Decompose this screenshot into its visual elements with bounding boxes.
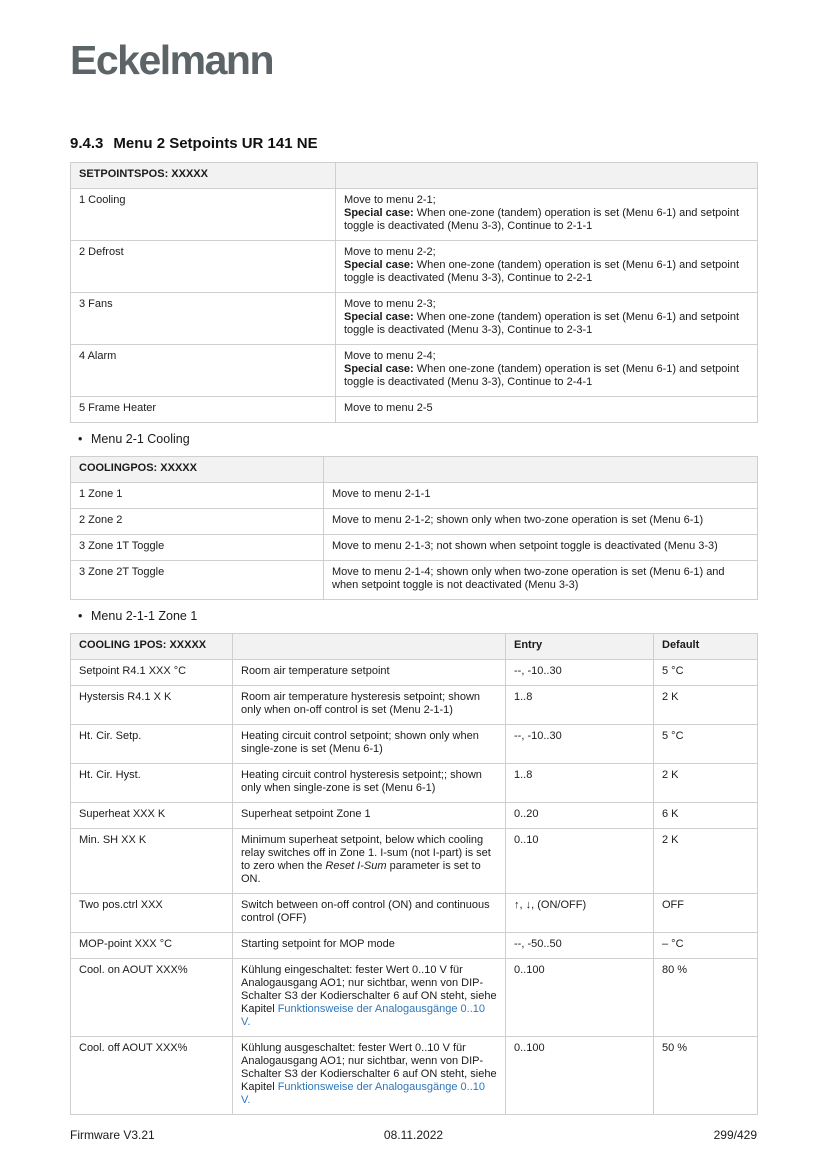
default-cell: 50 % xyxy=(654,1037,758,1115)
row-label-cell: 4 Alarm xyxy=(71,345,336,397)
setpoints-table-header-cell: SETPOINTSPOS: XXXXX xyxy=(71,163,336,189)
param-cell: Hystersis R4.1 X K xyxy=(71,686,233,725)
table-row xyxy=(71,803,758,829)
param-cell: Setpoint R4.1 XXX °C xyxy=(71,660,233,686)
special-case-label: Special case: xyxy=(344,311,414,323)
entry-cell: 0..20 xyxy=(506,803,654,829)
footer-page-number: 299/429 xyxy=(713,1128,757,1142)
param-cell: Min. SH XX K xyxy=(71,829,233,894)
bullet-label: Menu 2-1-1 Zone 1 xyxy=(91,609,198,623)
default-cell: 2 K xyxy=(654,829,758,894)
section-number: 9.4.3 xyxy=(70,135,104,152)
cooling1pos-table-header-row xyxy=(71,634,758,660)
move-text: Move to menu 2-3; xyxy=(344,298,436,310)
table-row xyxy=(71,397,758,423)
param-cell: Superheat XXX K xyxy=(71,803,233,829)
move-text: Move to menu 2-2; xyxy=(344,246,436,258)
desc-cell: Room air temperature setpoint xyxy=(233,660,506,686)
row-label-cell: 3 Zone 1T Toggle xyxy=(71,535,324,561)
coolingpos-table-header-cell: COOLINGPOS: XXXXX xyxy=(71,457,324,483)
bullet-label: Menu 2-1 Cooling xyxy=(91,432,190,446)
default-column-header: Default xyxy=(654,634,758,660)
coolingpos-table xyxy=(70,456,758,600)
table-row xyxy=(71,660,758,686)
row-desc-cell xyxy=(336,397,758,423)
table-row xyxy=(71,933,758,959)
desc-cell: Minimum superheat setpoint, below which cooling relay switches off in Zone 1. I-sum (not I-part) is set to zero when the Reset I-Sum parameter is set to ON. xyxy=(233,829,506,894)
analog-outputs-chapter-link[interactable]: Funktionsweise der Analogausgänge 0..10 V. xyxy=(241,1003,486,1028)
special-case-text: Special case: When one-zone (tandem) operation is set (Menu 6-1) and setpoint toggle is deactivated (Menu 3-3), Continue to 2-2-1 xyxy=(344,259,740,284)
desc-cell: Superheat setpoint Zone 1 xyxy=(233,803,506,829)
desc-cell: Kühlung eingeschaltet: fester Wert 0..10 V für Analogausgang AO1; nur sichtbar, wenn von DIP-Schalter S3 der Kodierschalter 6 auf ON steht, siehe Kapitel Funktionsweise der Analogausgänge 0..10 V. xyxy=(233,959,506,1037)
setpoints-table xyxy=(70,162,758,423)
entry-cell: ↑, ↓, (ON/OFF) xyxy=(506,894,654,933)
table-row xyxy=(71,894,758,933)
entry-cell: --, -10..30 xyxy=(506,725,654,764)
row-label-cell: 3 Fans xyxy=(71,293,336,345)
row-label-cell: 1 Zone 1 xyxy=(71,483,324,509)
desc-cell: Kühlung ausgeschaltet: fester Wert 0..10 V für Analogausgang AO1; nur sichtbar, wenn von DIP-Schalter S3 der Kodierschalter 6 auf ON steht, siehe Kapitel Funktionsweise der Analogausgänge 0..10 V. xyxy=(233,1037,506,1115)
entry-cell: 0..10 xyxy=(506,829,654,894)
desc-cell: Starting setpoint for MOP mode xyxy=(233,933,506,959)
default-cell: 2 K xyxy=(654,764,758,803)
cooling1pos-table-header-cell: COOLING 1POS: XXXXX xyxy=(71,634,233,660)
param-cell: Cool. off AOUT XXX% xyxy=(71,1037,233,1115)
param-cell: Ht. Cir. Setp. xyxy=(71,725,233,764)
coolingpos-table-header-empty-cell xyxy=(324,457,758,483)
menu-2-1-bullet xyxy=(70,432,757,446)
footer-date: 08.11.2022 xyxy=(383,1128,444,1142)
setpoints-table-header-row xyxy=(71,163,758,189)
coolingpos-table-header-row xyxy=(71,457,758,483)
default-cell: 2 K xyxy=(654,686,758,725)
table-row xyxy=(71,189,758,241)
default-cell: 6 K xyxy=(654,803,758,829)
analog-outputs-chapter-link[interactable]: Funktionsweise der Analogausgänge 0..10 V. xyxy=(241,1081,486,1106)
desc-cell: Switch between on-off control (ON) and continuous control (OFF) xyxy=(233,894,506,933)
row-desc-cell: Move to menu 2-1-4; shown only when two-zone operation is set (Menu 6-1) and when setpoint toggle is not deactivated (Menu 3-3) xyxy=(324,561,758,600)
section-heading xyxy=(70,135,757,152)
bullet-marker: • xyxy=(78,609,83,623)
default-cell: – °C xyxy=(654,933,758,959)
special-case-text: Special case: When one-zone (tandem) operation is set (Menu 6-1) and setpoint toggle is deactivated (Menu 3-3), Continue to 2-3-1 xyxy=(344,311,740,336)
table-row xyxy=(71,345,758,397)
entry-column-header: Entry xyxy=(506,634,654,660)
param-cell: Ht. Cir. Hyst. xyxy=(71,764,233,803)
table-row xyxy=(71,725,758,764)
reset-i-sum-italic: Reset I-Sum xyxy=(325,860,387,872)
page-content xyxy=(70,0,757,1115)
move-text: Move to menu 2-4; xyxy=(344,350,436,362)
table-row xyxy=(71,293,758,345)
page-footer xyxy=(70,1128,757,1142)
table-row xyxy=(71,1037,758,1115)
eckelmann-logo: Eckelmann xyxy=(70,37,273,83)
desc-cell: Room air temperature hysteresis setpoint; shown only when on-off control is set (Menu 2-1-1) xyxy=(233,686,506,725)
table-row xyxy=(71,829,758,894)
table-row xyxy=(71,686,758,725)
entry-cell: 1..8 xyxy=(506,686,654,725)
row-desc-cell: Move to menu 2-1-2; shown only when two-zone operation is set (Menu 6-1) xyxy=(324,509,758,535)
row-desc-cell xyxy=(336,293,758,345)
table-row xyxy=(71,561,758,600)
cooling1pos-table-header-empty-cell xyxy=(233,634,506,660)
default-cell: OFF xyxy=(654,894,758,933)
default-cell: 5 °C xyxy=(654,725,758,764)
default-cell: 80 % xyxy=(654,959,758,1037)
special-case-text: Special case: When one-zone (tandem) operation is set (Menu 6-1) and setpoint toggle is deactivated (Menu 3-3), Continue to 2-1-1 xyxy=(344,207,740,232)
move-text: Move to menu 2-1; xyxy=(344,194,436,206)
table-row xyxy=(71,764,758,803)
row-desc-cell: Move to menu 2-1-1 xyxy=(324,483,758,509)
cooling1pos-table xyxy=(70,633,758,1115)
table-row xyxy=(71,959,758,1037)
table-row xyxy=(71,509,758,535)
row-desc-cell xyxy=(336,345,758,397)
row-label-cell: 2 Zone 2 xyxy=(71,509,324,535)
desc-cell: Heating circuit control hysteresis setpoint;; shown only when single-zone is set (Menu 6-1) xyxy=(233,764,506,803)
menu-2-1-1-bullet xyxy=(70,609,757,623)
param-cell: MOP-point XXX °C xyxy=(71,933,233,959)
param-cell: Cool. on AOUT XXX% xyxy=(71,959,233,1037)
special-case-label: Special case: xyxy=(344,363,414,375)
section-title: Menu 2 Setpoints UR 141 NE xyxy=(113,135,318,152)
row-label-cell: 3 Zone 2T Toggle xyxy=(71,561,324,600)
entry-cell: 0..100 xyxy=(506,1037,654,1115)
row-desc-cell xyxy=(336,241,758,293)
entry-cell: 0..100 xyxy=(506,959,654,1037)
desc-cell: Heating circuit control setpoint; shown only when single-zone is set (Menu 6-1) xyxy=(233,725,506,764)
bullet-marker: • xyxy=(78,432,83,446)
row-label-cell: 2 Defrost xyxy=(71,241,336,293)
row-desc-cell xyxy=(336,189,758,241)
setpoints-table-header-empty-cell xyxy=(336,163,758,189)
row-desc-cell: Move to menu 2-1-3; not shown when setpoint toggle is deactivated (Menu 3-3) xyxy=(324,535,758,561)
table-row xyxy=(71,535,758,561)
entry-cell: --, -10..30 xyxy=(506,660,654,686)
row-label-cell: 1 Cooling xyxy=(71,189,336,241)
table-row xyxy=(71,241,758,293)
entry-cell: --, -50..50 xyxy=(506,933,654,959)
special-case-text: Special case: When one-zone (tandem) operation is set (Menu 6-1) and setpoint toggle is deactivated (Menu 3-3), Continue to 2-4-1 xyxy=(344,363,740,388)
default-cell: 5 °C xyxy=(654,660,758,686)
footer-firmware-version: Firmware V3.21 xyxy=(70,1128,155,1142)
table-row xyxy=(71,483,758,509)
row-label-cell: 5 Frame Heater xyxy=(71,397,336,423)
special-case-label: Special case: xyxy=(344,259,414,271)
entry-cell: 1..8 xyxy=(506,764,654,803)
param-cell: Two pos.ctrl XXX xyxy=(71,894,233,933)
special-case-label: Special case: xyxy=(344,207,414,219)
move-text: Move to menu 2-5 xyxy=(344,402,433,414)
